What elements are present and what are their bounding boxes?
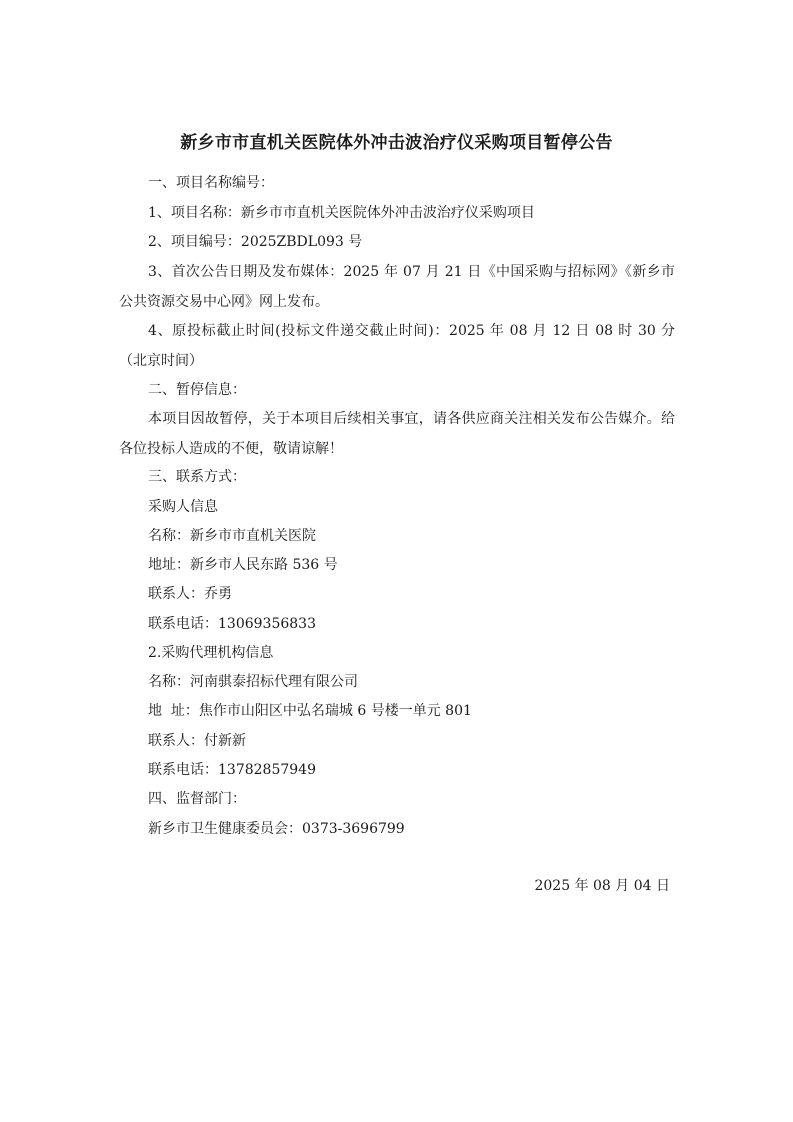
suspension-info-paragraph: 本项目因故暂停，关于本项目后续相关事宜，请各供应商关注相关发布公告媒介。给各位投标人造成的不便，敬请谅解！ xyxy=(119,411,675,457)
section2-heading: 二、暂停信息： xyxy=(148,382,246,398)
project-name-line: 1、项目名称：新乡市市直机关医院体外冲击波治疗仪采购项目 xyxy=(148,205,535,221)
purchaser-heading: 采购人信息 xyxy=(148,499,218,515)
section3-heading: 三、联系方式： xyxy=(148,469,246,485)
agency-phone: 联系电话：13782857949 xyxy=(148,762,316,778)
original-deadline-paragraph: 4、原投标截止时间(投标文件递交截止时间)：2025 年 08 月 12 日 08 时 30 分（北京时间） xyxy=(119,323,675,369)
purchaser-contact: 联系人：乔勇 xyxy=(148,586,232,602)
agency-contact: 联系人：付新新 xyxy=(148,733,246,749)
supervisor-line: 新乡市卫生健康委员会：0373-3696799 xyxy=(148,821,405,837)
notice-date: 2025 年 08 月 04 日 xyxy=(534,878,670,894)
purchaser-address: 地址：新乡市人民东路 536 号 xyxy=(148,557,338,573)
section4-heading: 四、监督部门： xyxy=(148,791,246,807)
section1-heading: 一、项目名称编号： xyxy=(148,175,274,191)
purchaser-phone: 联系电话：13069356833 xyxy=(148,616,316,632)
agency-name: 名称：河南骐泰招标代理有限公司 xyxy=(148,674,358,690)
purchaser-name: 名称：新乡市市直机关医院 xyxy=(148,528,316,544)
notice-title: 新乡市市直机关医院体外冲击波治疗仪采购项目暂停公告 xyxy=(180,133,613,153)
first-announcement-paragraph: 3、首次公告日期及发布媒体：2025 年 07 月 21 日《中国采购与招标网》《新乡市公共资源交易中心网》网上发布。 xyxy=(119,264,675,310)
agency-address: 地 址：焦作市山阳区中弘名瑞城 6 号楼一单元 801 xyxy=(148,703,472,719)
agency-heading: 2.采购代理机构信息 xyxy=(148,645,274,661)
project-number-line: 2、项目编号：2025ZBDL093 号 xyxy=(148,234,363,250)
